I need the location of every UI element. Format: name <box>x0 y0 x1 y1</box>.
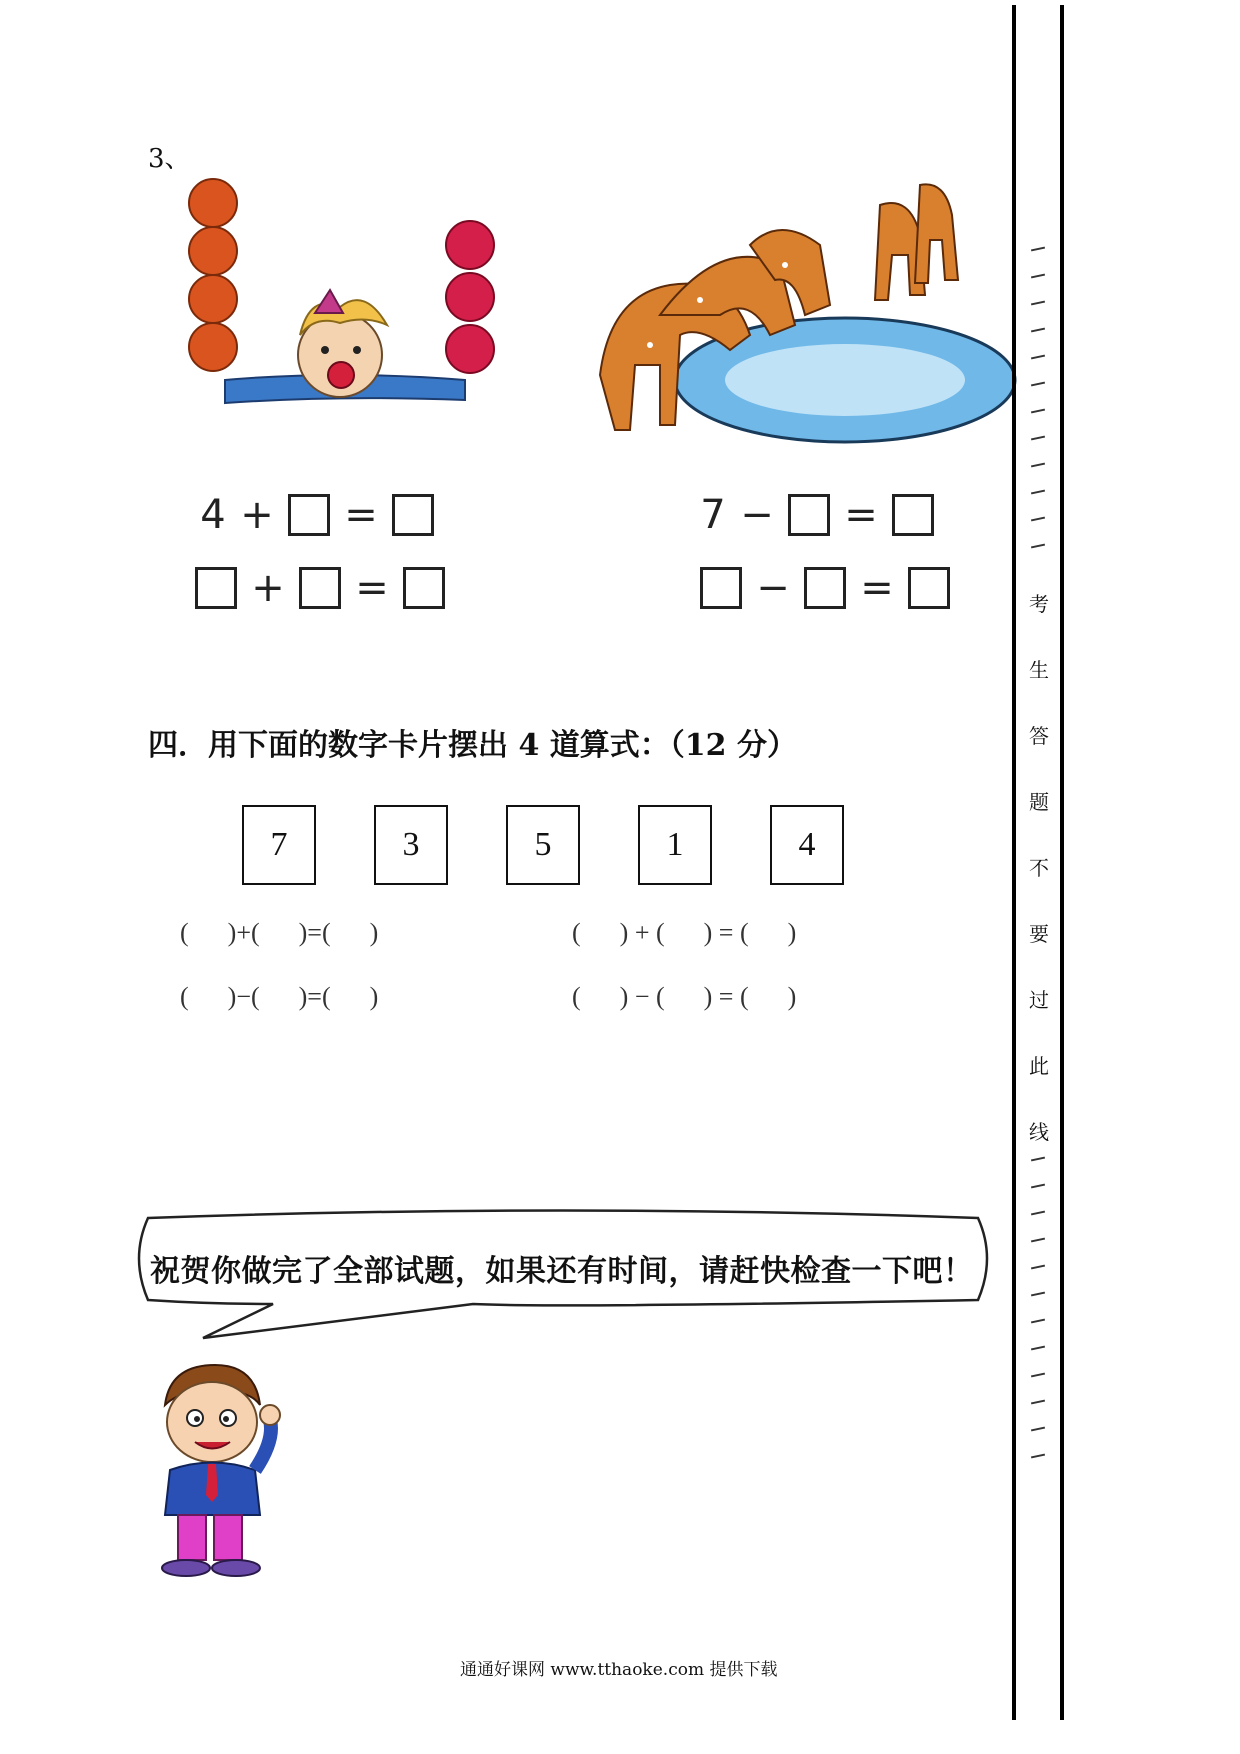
fill-in-equation[interactable]: ( ) − ( ) = ( ) <box>572 982 797 1011</box>
equals-sign: = <box>344 492 378 538</box>
equals-sign: = <box>355 565 389 611</box>
orange-balls-stack <box>189 179 237 371</box>
seal-line-char: 答 <box>1029 724 1049 748</box>
question-4-heading: 四．用下面的数字卡片摆出 4 道算式：（12 分） <box>148 728 797 763</box>
seal-line-char: 题 <box>1029 790 1049 814</box>
dashed-seal-line-top <box>1028 248 1048 572</box>
seal-line-char: 线 <box>1029 1120 1049 1144</box>
equals-sign: = <box>860 565 894 611</box>
answer-box[interactable] <box>892 494 934 536</box>
fill-in-equation[interactable]: ( ) + ( ) = ( ) <box>572 918 797 947</box>
answer-box[interactable] <box>788 494 830 536</box>
dashed-seal-line-bottom <box>1028 1158 1048 1482</box>
minus-sign: − <box>740 492 774 538</box>
seal-line-char: 生 <box>1029 658 1049 682</box>
answer-box[interactable] <box>403 567 445 609</box>
equation-row-plus-1 <box>190 492 444 538</box>
given-number: 7 <box>700 492 726 538</box>
juggler-illustration <box>165 175 525 425</box>
number-card: 4 <box>770 805 844 885</box>
cartoon-boy-illustration <box>150 1360 290 1580</box>
seal-line-char: 考 <box>1029 592 1049 616</box>
plus-sign: + <box>240 492 274 538</box>
seal-line-char: 过 <box>1029 988 1049 1012</box>
footer-source: 通通好课网 www.tthaoke.com 提供下载 <box>460 1660 778 1680</box>
seal-line-char: 不 <box>1029 856 1049 880</box>
number-card: 3 <box>374 805 448 885</box>
answer-box[interactable] <box>299 567 341 609</box>
binding-line-right <box>1060 5 1064 1720</box>
equation-row-plus-2 <box>185 565 455 611</box>
answer-box[interactable] <box>700 567 742 609</box>
seal-line-char: 此 <box>1029 1054 1049 1078</box>
answer-box[interactable] <box>195 567 237 609</box>
equation-row-minus-1 <box>690 492 944 538</box>
answer-box[interactable] <box>908 567 950 609</box>
congratulations-message: 祝贺你做完了全部试题，如果还有时间，请赶快检查一下吧！ <box>150 1254 974 1289</box>
given-number: 4 <box>200 492 226 538</box>
answer-box[interactable] <box>288 494 330 536</box>
number-card: 7 <box>242 805 316 885</box>
minus-sign: − <box>756 565 790 611</box>
deer-at-pond-illustration <box>580 175 1020 465</box>
question-3-label: 3、 <box>148 144 191 174</box>
fill-in-equation[interactable]: ( )+( )=( ) <box>180 918 379 947</box>
seal-line-char: 要 <box>1029 922 1049 946</box>
answer-box[interactable] <box>804 567 846 609</box>
binding-line-left <box>1012 5 1016 1720</box>
number-card: 5 <box>506 805 580 885</box>
fill-in-equation[interactable]: ( )−( )=( ) <box>180 982 379 1011</box>
answer-box[interactable] <box>392 494 434 536</box>
equals-sign: = <box>844 492 878 538</box>
equation-row-minus-2 <box>690 565 960 611</box>
plus-sign: + <box>251 565 285 611</box>
red-balls-stack <box>446 221 494 373</box>
number-card: 1 <box>638 805 712 885</box>
